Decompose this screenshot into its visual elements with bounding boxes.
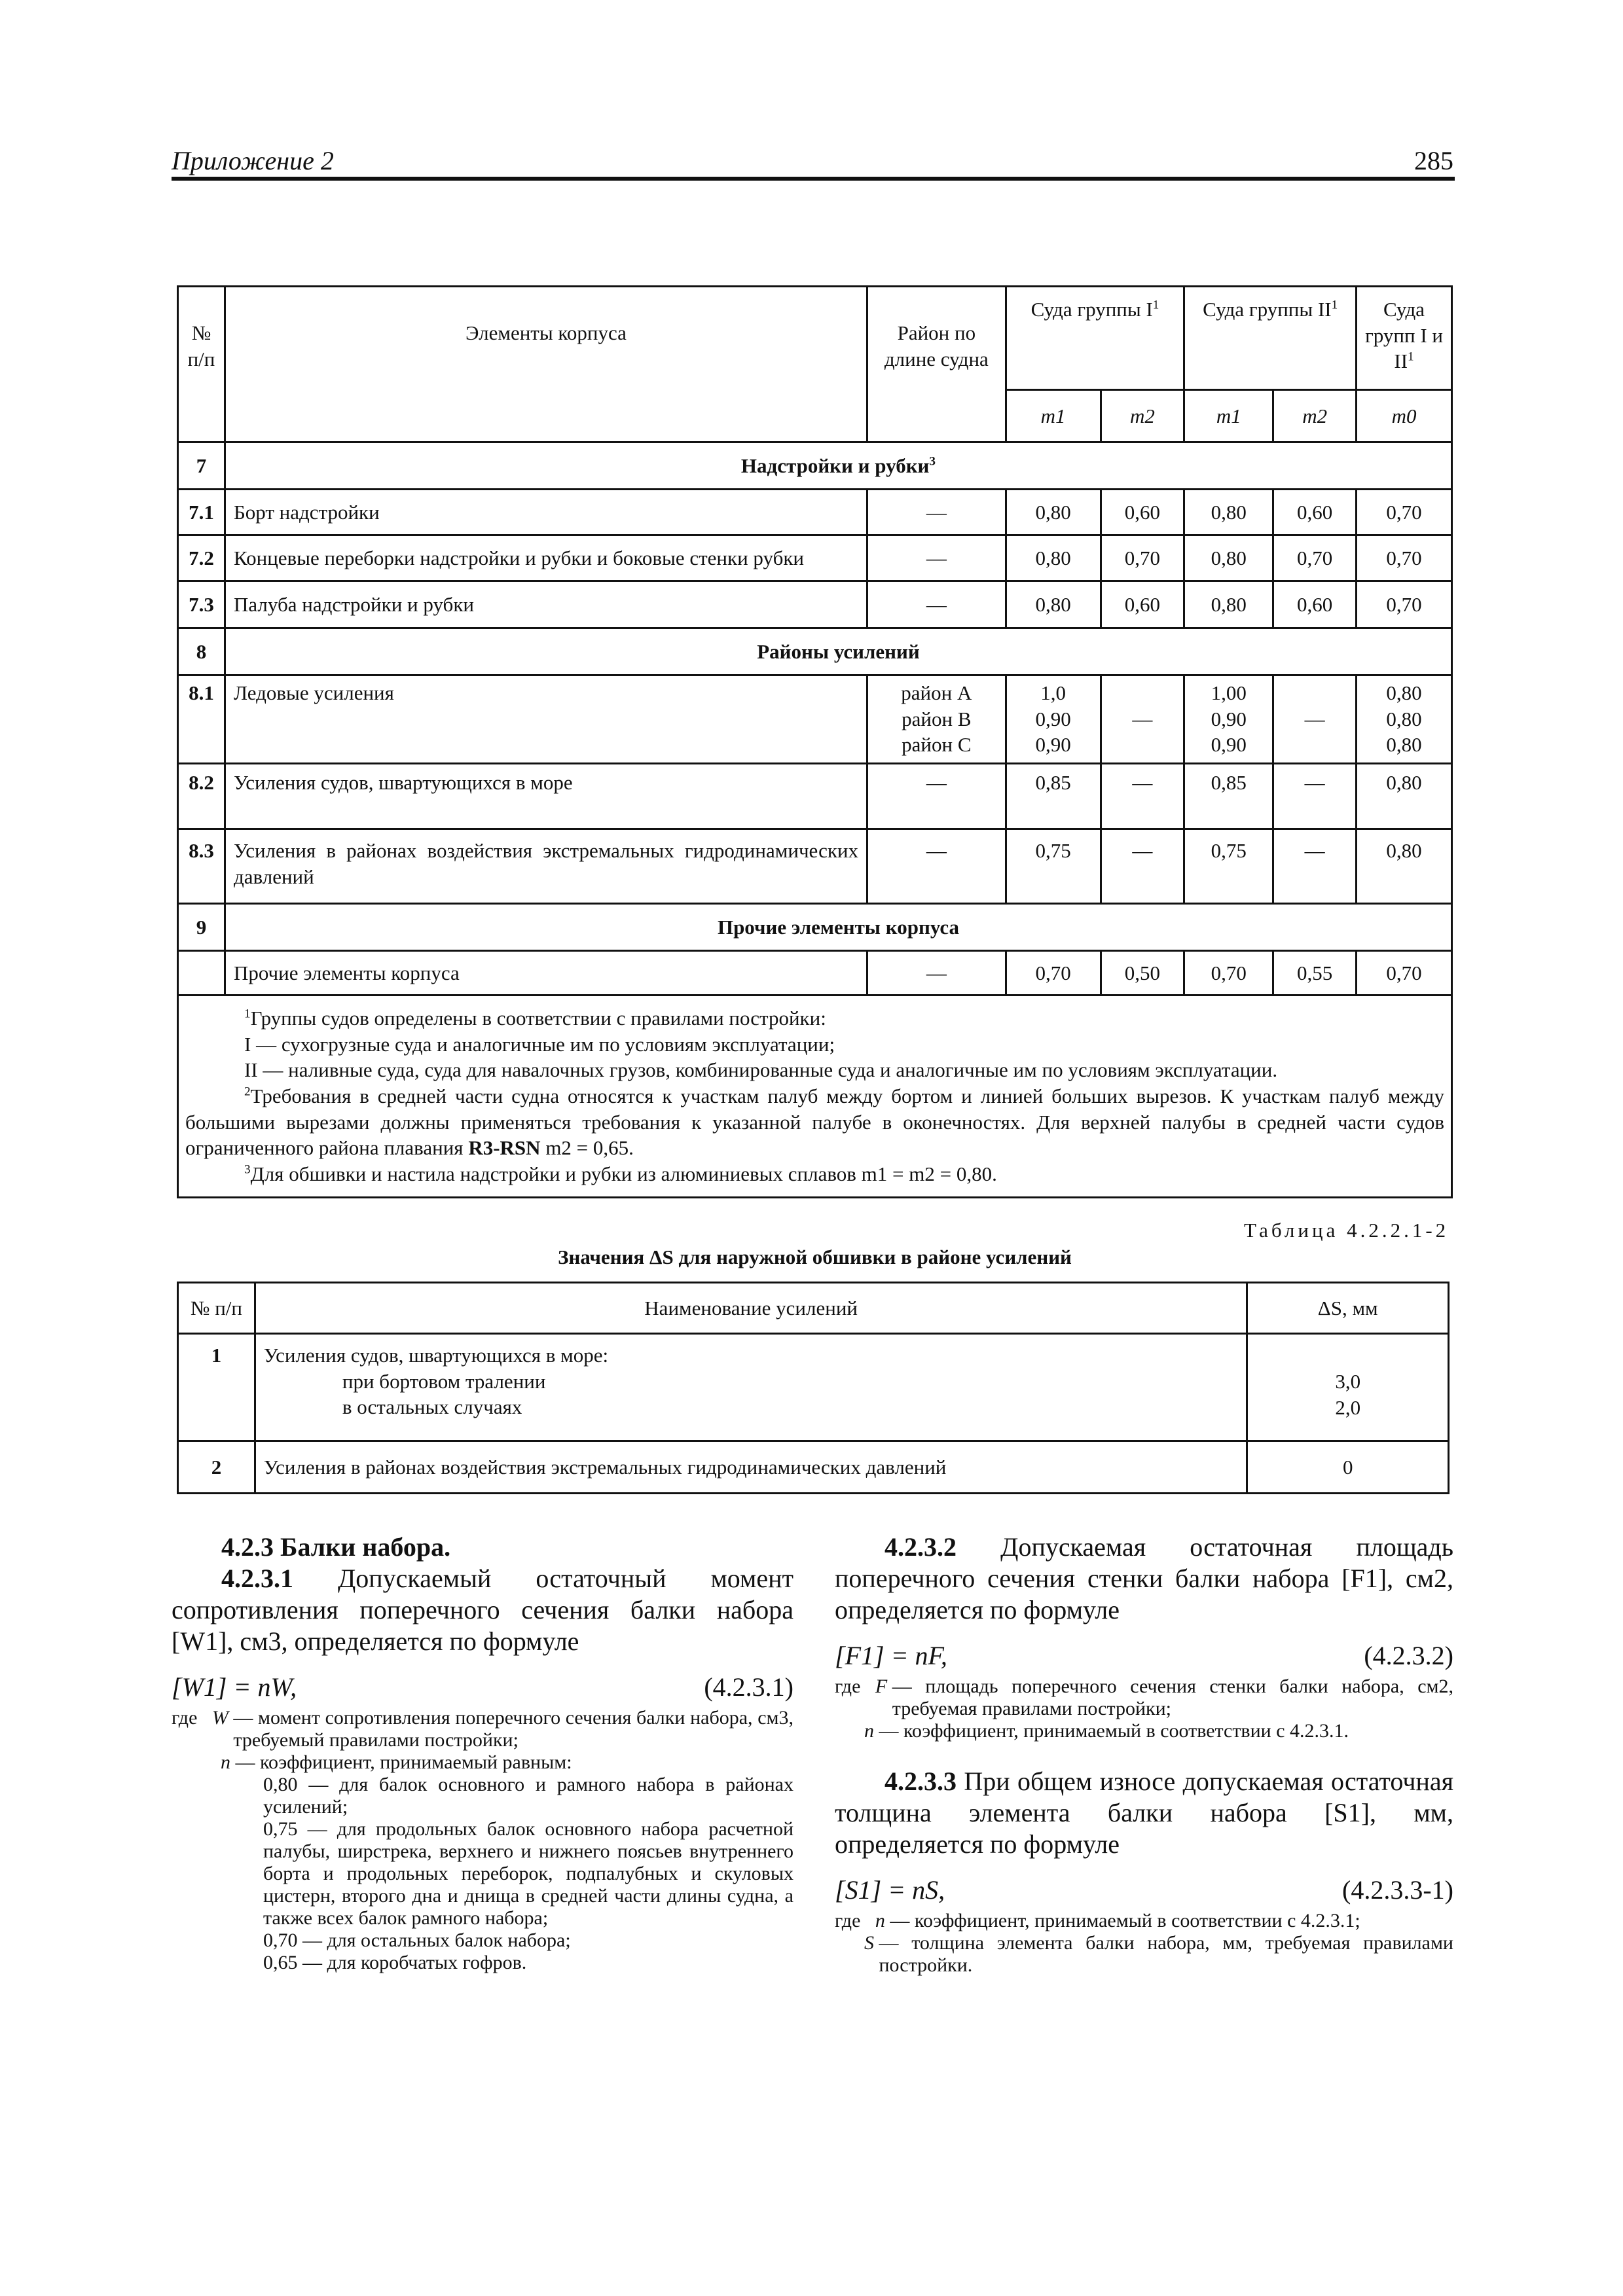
table-row (178, 1334, 1449, 1441)
row-regions: район A район B район C (867, 675, 1006, 764)
table-number: Таблица 4.2.2.1-2 (1244, 1219, 1450, 1242)
row-number: 8.1 (178, 675, 225, 764)
cell-value: 0 (1247, 1441, 1449, 1494)
cell-value: 0,60 (1273, 581, 1357, 628)
table-row (178, 829, 1452, 904)
cell-value: 0,75 (1184, 829, 1273, 904)
cell-value: 0,55 (1273, 951, 1357, 996)
delta-s-table (177, 1282, 1450, 1494)
section-row (178, 628, 1452, 675)
cell-value: 0,80 (1006, 535, 1101, 581)
cell-value: 0,85 (1006, 764, 1101, 829)
cell-value: 0,50 (1101, 951, 1184, 996)
table-row (178, 581, 1452, 628)
paragraph-4233: 4.2.3.3 При общем износе допускаемая остаточная толщина элемента балки набора [S1], мм, определяется по формуле (835, 1767, 1454, 1859)
cell-value: 0,60 (1101, 490, 1184, 535)
cell-value: 0,70 (1357, 490, 1452, 535)
formula-legend: где n — коэффициент, принимаемый в соответствии с 4.2.3.1; S — толщина элемента балки набора, мм, требуемая правилами постройки. (835, 1910, 1453, 1976)
left-column (172, 1532, 793, 1974)
row-name: Усиления судов, швартующихся в море: при бортовом тралении в остальных случаях (255, 1334, 1247, 1441)
row-name: Усиления в районах воздействия экстремальных гидродинамических давлений (255, 1441, 1247, 1494)
running-header-title: Приложение 2 (172, 146, 334, 175)
cell-value: 0,70 (1357, 535, 1452, 581)
cell-value: 0,70 (1101, 535, 1184, 581)
table-row (178, 675, 1452, 764)
section-row (178, 904, 1452, 951)
cell-value: 0,80 (1184, 581, 1273, 628)
row-name: Палуба надстройки и рубки (225, 581, 867, 628)
formula-legend: где W — момент сопротивления поперечного сечения балки набора, см3, требуемый правилами постройки; n — коэффициент, принимаемый равным: 0,80 — для балок основного и рамного набора в районах усилений; 0,75 — для продольных балок основного набора расчетной палубы, ширстрека, верхнего и нижнего поясьев внутреннего борта и продольных переборок, подпалубных и скуловых цистерн, второго дна и днища в средней части длины судна, а также всех балок рамного набора; 0,70 — для остальных балок набора; 0,65 — для коробчатых гофров. (172, 1707, 793, 1973)
paragraph-4231: 4.2.3.1 Допускаемый остаточный момент сопротивления поперечного сечения балки набора [W1], см3, определяется по формуле (172, 1564, 793, 1656)
row-name: Ледовые усиления (225, 675, 867, 764)
section-number: 9 (178, 904, 225, 951)
table-row (178, 490, 1452, 535)
row-number: 7.1 (178, 490, 225, 535)
table-row (178, 535, 1452, 581)
section-heading: 4.2.3 Балки набора. (221, 1532, 451, 1562)
row-region: — (867, 951, 1006, 996)
section-title: Надстройки и рубки$^3$ (225, 442, 1451, 490)
row-number (178, 951, 225, 996)
subcol-m1: m1 (1184, 390, 1273, 442)
hull-coefficients-table (177, 285, 1453, 1198)
header-row (178, 1283, 1449, 1334)
section-number: 7 (178, 442, 225, 490)
right-column (835, 1532, 1453, 1977)
row-region: — (867, 581, 1006, 628)
table-row (178, 764, 1452, 829)
cell-value: 0,80 (1357, 829, 1452, 904)
cell-value: — (1101, 675, 1184, 764)
formula-4233: [S1] = nS, (4.2.3.3-1) (835, 1875, 1453, 1905)
formula-legend: где F — площадь поперечного сечения стенки балки набора, см2, требуемая правилами постройки; n — коэффициент, принимаемый в соответствии с 4.2.3.1. (835, 1676, 1453, 1742)
cell-value: 0,80 (1184, 535, 1273, 581)
cell-value: 0,70 (1006, 951, 1101, 996)
row-region: — (867, 764, 1006, 829)
col-header-region: Район по длине судна (867, 287, 1006, 442)
row-name: Усиления судов, швартующихся в море (225, 764, 867, 829)
cell-value: 0,80 (1184, 490, 1273, 535)
cell-value: 0,70 (1273, 535, 1357, 581)
table-title: Значения ΔS для наружной обшивки в районе усилений (558, 1246, 1072, 1268)
formula-4232: [F1] = nF, (4.2.3.2) (835, 1641, 1453, 1670)
table-row (178, 1441, 1449, 1494)
table-footnotes: $^1$Группы судов определены в соответствии с правилами постройки: I — сухогрузные суда и аналогичные им по условиям эксплуатации; II — наливные суда, суда для навалочных грузов, комбинированные суда и аналогичные им по условиям эксплуатации. $^2$Требования в средней части судна относятся к участкам палуб между бортом и линией больших вырезов. К участкам палуб между большими вырезами должны применяться требования к указанной палубе в оконечностях. Для верхней палубы в средней части судов ограниченного района плавания R3-RSN m2 = 0,65. $^3$Для обшивки и настила надстройки и рубки из алюминиевых сплавов m1 = m2 = 0,80. (178, 996, 1452, 1198)
row-number: 8.3 (178, 829, 225, 904)
page-number: 285 (1414, 146, 1453, 175)
cell-value: — (1101, 764, 1184, 829)
cell-value: — (1273, 675, 1357, 764)
header-rule (172, 177, 1455, 181)
row-name: Усиления в районах воздействия экстремальных гидродинамических давлений (225, 829, 867, 904)
section-title: Районы усилений (225, 628, 1451, 675)
cell-values: 1,00 0,90 0,90 (1184, 675, 1273, 764)
row-name: Борт надстройки (225, 490, 867, 535)
cell-value: 0,80 (1006, 490, 1101, 535)
subcol-m1: m1 (1006, 390, 1101, 442)
cell-value: 0,60 (1101, 581, 1184, 628)
paragraph-4232: 4.2.3.2 Допускаемая остаточная площадь поперечного сечения стенки балки набора [F1], см2, определяется по формуле (835, 1532, 1453, 1624)
row-number: 7.3 (178, 581, 225, 628)
col-header-group12: Суда групп I и $II^1$ (1357, 287, 1452, 390)
row-region: — (867, 490, 1006, 535)
notes-row (178, 996, 1452, 1198)
row-number: 1 (178, 1334, 255, 1441)
cell-value: — (1101, 829, 1184, 904)
subcol-m2: m2 (1101, 390, 1184, 442)
formula-4231: [W1] = nW, (4.2.3.1) (172, 1672, 793, 1702)
col-header-group1: Суда группы $I^1$ (1006, 287, 1184, 390)
row-name: Прочие элементы корпуса (225, 951, 867, 996)
subcol-m2: m2 (1273, 390, 1357, 442)
row-region: — (867, 535, 1006, 581)
cell-value: 0,85 (1184, 764, 1273, 829)
section-title: Прочие элементы корпуса (225, 904, 1451, 951)
cell-value: 0,75 (1006, 829, 1101, 904)
cell-value: — (1273, 829, 1357, 904)
cell-value: 0,70 (1184, 951, 1273, 996)
cell-values: 1,0 0,90 0,90 (1006, 675, 1101, 764)
col-header-elements: Элементы корпуса (225, 287, 867, 442)
subcol-m0: m0 (1357, 390, 1452, 442)
col-header-value: ΔS, мм (1247, 1283, 1449, 1334)
header-row (178, 287, 1452, 390)
section-number: 8 (178, 628, 225, 675)
table-row (178, 951, 1452, 996)
cell-value: — (1273, 764, 1357, 829)
col-header-name: Наименование усилений (255, 1283, 1247, 1334)
col-header-no: № п/п (178, 1283, 255, 1334)
cell-value: 0,70 (1357, 951, 1452, 996)
row-name: Концевые переборки надстройки и рубки и боковые стенки рубки (225, 535, 867, 581)
cell-value: 0,60 (1273, 490, 1357, 535)
row-region: — (867, 829, 1006, 904)
col-header-group2: Суда группы $II^1$ (1184, 287, 1357, 390)
section-row (178, 442, 1452, 490)
row-number: 8.2 (178, 764, 225, 829)
cell-value: 0,80 (1006, 581, 1101, 628)
cell-values: 3,0 2,0 (1247, 1334, 1449, 1441)
cell-values: 0,80 0,80 0,80 (1357, 675, 1452, 764)
col-header-no: № п/п (178, 287, 225, 442)
cell-value: 0,70 (1357, 581, 1452, 628)
row-number: 2 (178, 1441, 255, 1494)
cell-value: 0,80 (1357, 764, 1452, 829)
row-number: 7.2 (178, 535, 225, 581)
